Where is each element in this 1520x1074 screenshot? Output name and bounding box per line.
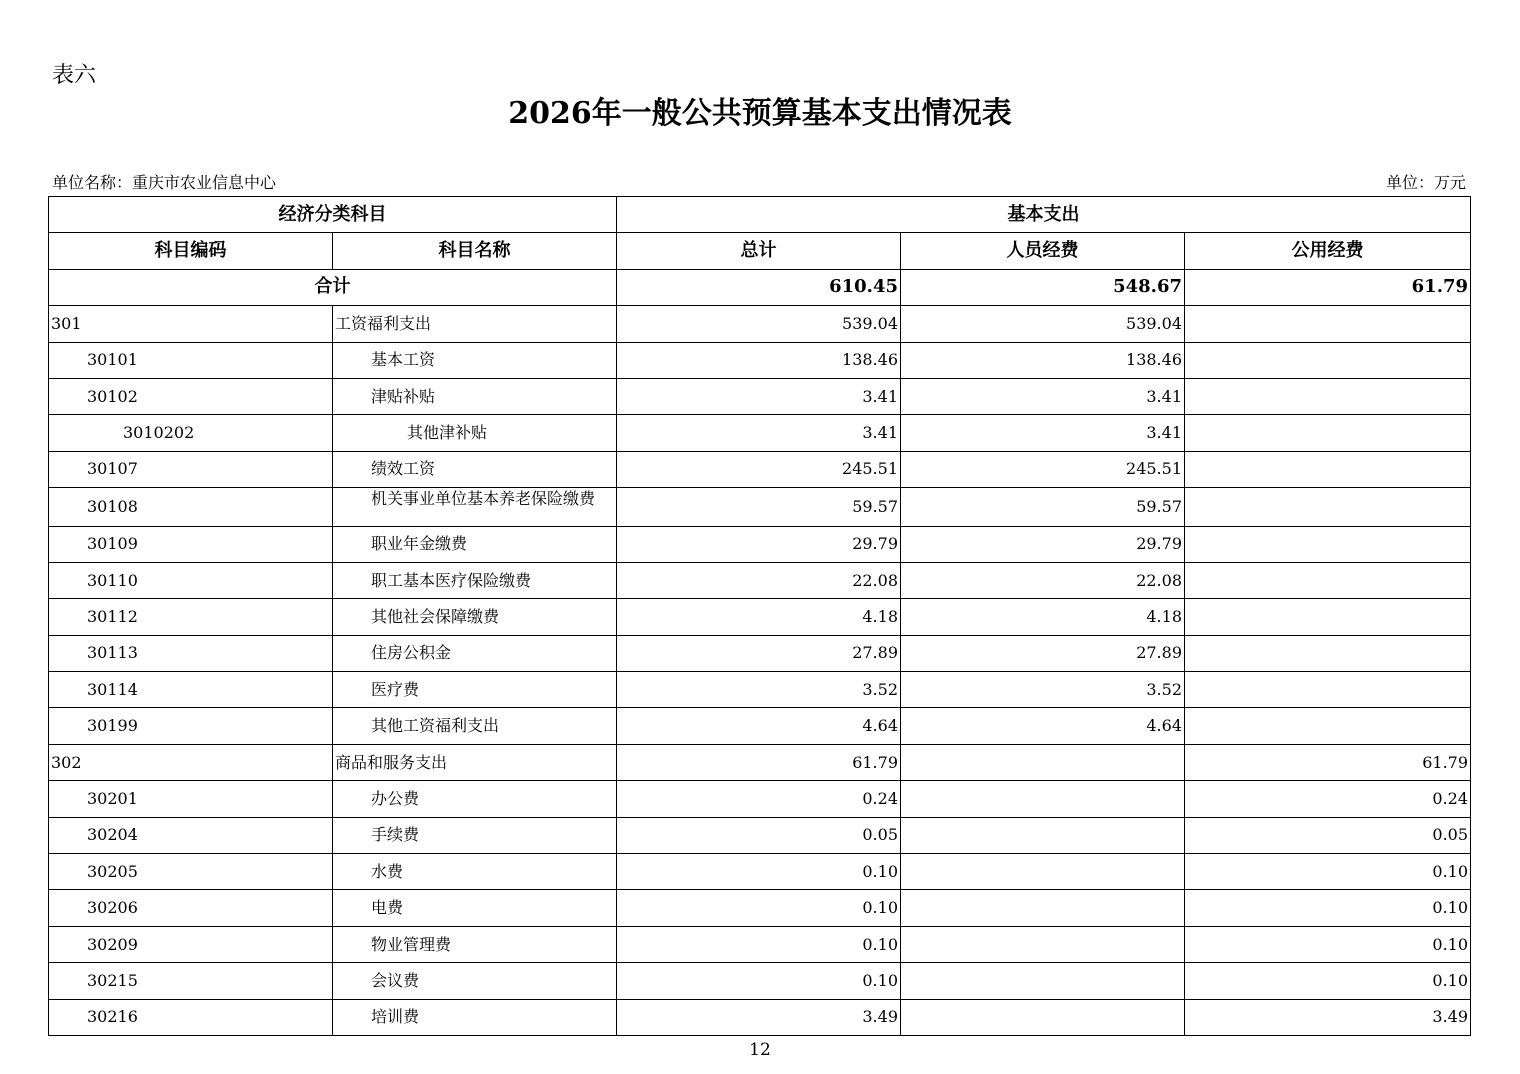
row-code: 30101 (49, 342, 333, 378)
table-row (49, 378, 1471, 414)
row-total: 4.64 (617, 708, 901, 744)
row-personnel: 4.64 (901, 708, 1185, 744)
row-personnel: 3.41 (901, 415, 1185, 451)
table-row (49, 854, 1471, 890)
row-personnel (901, 999, 1185, 1035)
row-personnel: 59.57 (901, 488, 1185, 526)
table-row (49, 526, 1471, 562)
row-code: 30215 (49, 963, 333, 999)
row-name: 其他社会保障缴费 (333, 599, 617, 635)
row-code: 30201 (49, 781, 333, 817)
currency-unit: 单位：万元 (1385, 173, 1466, 192)
row-total: 59.57 (617, 488, 901, 526)
table-row (49, 635, 1471, 671)
row-personnel (901, 817, 1185, 853)
row-personnel (901, 744, 1185, 780)
row-public (1185, 342, 1471, 378)
row-total: 61.79 (617, 744, 901, 780)
row-code: 30216 (49, 999, 333, 1035)
row-name: 物业管理费 (333, 926, 617, 962)
table-row (49, 926, 1471, 962)
header-total: 总计 (617, 233, 901, 269)
row-personnel: 3.52 (901, 672, 1185, 708)
row-public: 61.79 (1185, 744, 1471, 780)
row-personnel: 245.51 (901, 451, 1185, 487)
totals-row (49, 269, 1471, 305)
table-row (49, 963, 1471, 999)
row-code: 30102 (49, 378, 333, 414)
row-public: 0.10 (1185, 854, 1471, 890)
table-label: 表六 (52, 63, 97, 88)
row-total: 3.41 (617, 378, 901, 414)
row-total: 3.41 (617, 415, 901, 451)
row-name: 机关事业单位基本养老保险缴费 (333, 488, 617, 526)
row-code: 30107 (49, 451, 333, 487)
totals-personnel: 548.67 (901, 269, 1185, 305)
row-name: 其他津补贴 (333, 415, 617, 451)
table-row (49, 342, 1471, 378)
header-name: 科目名称 (333, 233, 617, 269)
row-public: 0.10 (1185, 963, 1471, 999)
row-total: 4.18 (617, 599, 901, 635)
row-personnel (901, 890, 1185, 926)
row-code: 30204 (49, 817, 333, 853)
totals-label: 合计 (49, 269, 617, 305)
row-code: 3010202 (49, 415, 333, 451)
header-code: 科目编码 (49, 233, 333, 269)
page-number: 12 (749, 1040, 771, 1060)
row-code: 302 (49, 744, 333, 780)
row-personnel: 3.41 (901, 378, 1185, 414)
budget-table (48, 196, 1471, 1036)
row-personnel: 138.46 (901, 342, 1185, 378)
row-public (1185, 415, 1471, 451)
row-code: 30199 (49, 708, 333, 744)
row-name: 绩效工资 (333, 451, 617, 487)
row-total: 0.05 (617, 817, 901, 853)
row-total: 27.89 (617, 635, 901, 671)
table-row (49, 451, 1471, 487)
row-total: 0.10 (617, 854, 901, 890)
header-economic-classification: 经济分类科目 (49, 197, 617, 233)
table-row (49, 415, 1471, 451)
row-name: 办公费 (333, 781, 617, 817)
row-public (1185, 672, 1471, 708)
row-total: 539.04 (617, 306, 901, 342)
row-public (1185, 526, 1471, 562)
row-code: 30112 (49, 599, 333, 635)
row-personnel: 4.18 (901, 599, 1185, 635)
row-total: 245.51 (617, 451, 901, 487)
row-personnel: 22.08 (901, 562, 1185, 598)
totals-public: 61.79 (1185, 269, 1471, 305)
row-name: 职业年金缴费 (333, 526, 617, 562)
row-public: 0.10 (1185, 926, 1471, 962)
row-name: 电费 (333, 890, 617, 926)
row-total: 0.10 (617, 926, 901, 962)
row-public: 3.49 (1185, 999, 1471, 1035)
row-total: 0.10 (617, 890, 901, 926)
row-total: 3.49 (617, 999, 901, 1035)
header-public: 公用经费 (1185, 233, 1471, 269)
row-total: 0.10 (617, 963, 901, 999)
row-public (1185, 562, 1471, 598)
table-row (49, 488, 1471, 526)
row-total: 29.79 (617, 526, 901, 562)
table-row (49, 817, 1471, 853)
row-name: 水费 (333, 854, 617, 890)
table-row (49, 890, 1471, 926)
table-row (49, 708, 1471, 744)
row-public (1185, 635, 1471, 671)
row-public (1185, 488, 1471, 526)
row-public: 0.05 (1185, 817, 1471, 853)
row-total: 3.52 (617, 672, 901, 708)
header-row-columns (49, 233, 1471, 269)
row-public (1185, 708, 1471, 744)
row-name: 手续费 (333, 817, 617, 853)
row-name: 商品和服务支出 (333, 744, 617, 780)
row-code: 30209 (49, 926, 333, 962)
row-public: 0.10 (1185, 890, 1471, 926)
table-row (49, 744, 1471, 780)
row-public (1185, 599, 1471, 635)
row-total: 22.08 (617, 562, 901, 598)
table-row (49, 672, 1471, 708)
table-row (49, 999, 1471, 1035)
row-code: 30114 (49, 672, 333, 708)
unit-name: 单位名称：重庆市农业信息中心 (52, 173, 277, 192)
row-name: 津贴补贴 (333, 378, 617, 414)
row-public: 0.24 (1185, 781, 1471, 817)
row-code: 30109 (49, 526, 333, 562)
row-personnel (901, 963, 1185, 999)
row-code: 30108 (49, 488, 333, 526)
table-row (49, 599, 1471, 635)
header-basic-expenditure: 基本支出 (617, 197, 1471, 233)
row-code: 30205 (49, 854, 333, 890)
row-personnel (901, 781, 1185, 817)
row-code: 301 (49, 306, 333, 342)
row-code: 30206 (49, 890, 333, 926)
row-personnel: 29.79 (901, 526, 1185, 562)
row-name: 医疗费 (333, 672, 617, 708)
row-name: 住房公积金 (333, 635, 617, 671)
row-public (1185, 306, 1471, 342)
row-personnel (901, 926, 1185, 962)
row-name: 其他工资福利支出 (333, 708, 617, 744)
row-name: 工资福利支出 (333, 306, 617, 342)
row-name: 基本工资 (333, 342, 617, 378)
row-code: 30113 (49, 635, 333, 671)
row-public (1185, 451, 1471, 487)
row-name: 培训费 (333, 999, 617, 1035)
row-name: 职工基本医疗保险缴费 (333, 562, 617, 598)
row-code: 30110 (49, 562, 333, 598)
row-total: 0.24 (617, 781, 901, 817)
row-personnel: 27.89 (901, 635, 1185, 671)
row-total: 138.46 (617, 342, 901, 378)
table-row (49, 562, 1471, 598)
row-personnel: 539.04 (901, 306, 1185, 342)
row-personnel (901, 854, 1185, 890)
page-title: 2026年一般公共预算基本支出情况表 (508, 96, 1012, 131)
table-row (49, 306, 1471, 342)
table-row (49, 781, 1471, 817)
totals-total: 610.45 (617, 269, 901, 305)
header-row-group (49, 197, 1471, 233)
header-personnel: 人员经费 (901, 233, 1185, 269)
row-name: 会议费 (333, 963, 617, 999)
row-public (1185, 378, 1471, 414)
